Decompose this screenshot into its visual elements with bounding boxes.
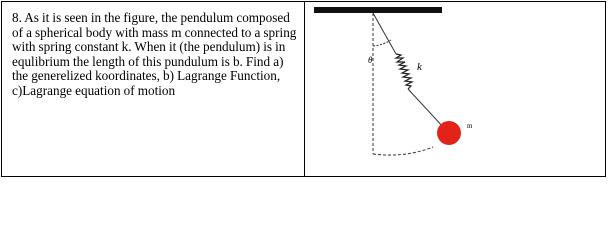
theta-label: θ — [368, 55, 373, 65]
mass-label: m — [467, 122, 473, 130]
pendulum-rod-upper — [373, 13, 396, 54]
ceiling-support — [314, 7, 442, 13]
figure-cell — [305, 2, 605, 176]
problem-text: 8. As it is seen in the figure, the pendulum composed of a spherical body with mass m connected to a spring with spring constant k. When it (the pendulum) is in equlibrium the length of this pundulum is b. Find a) the generelized koordinates, b) Lagrange Function, c)Lagrange equation of motion — [12, 10, 297, 98]
spring-label: k — [417, 61, 422, 73]
spring — [396, 54, 412, 89]
problem-cell — [2, 2, 305, 176]
mass-bob — [437, 121, 461, 145]
problem-table — [1, 1, 606, 177]
pendulum-rod-lower — [408, 89, 445, 129]
swing-arc — [373, 147, 433, 155]
pendulum-figure — [305, 2, 605, 176]
